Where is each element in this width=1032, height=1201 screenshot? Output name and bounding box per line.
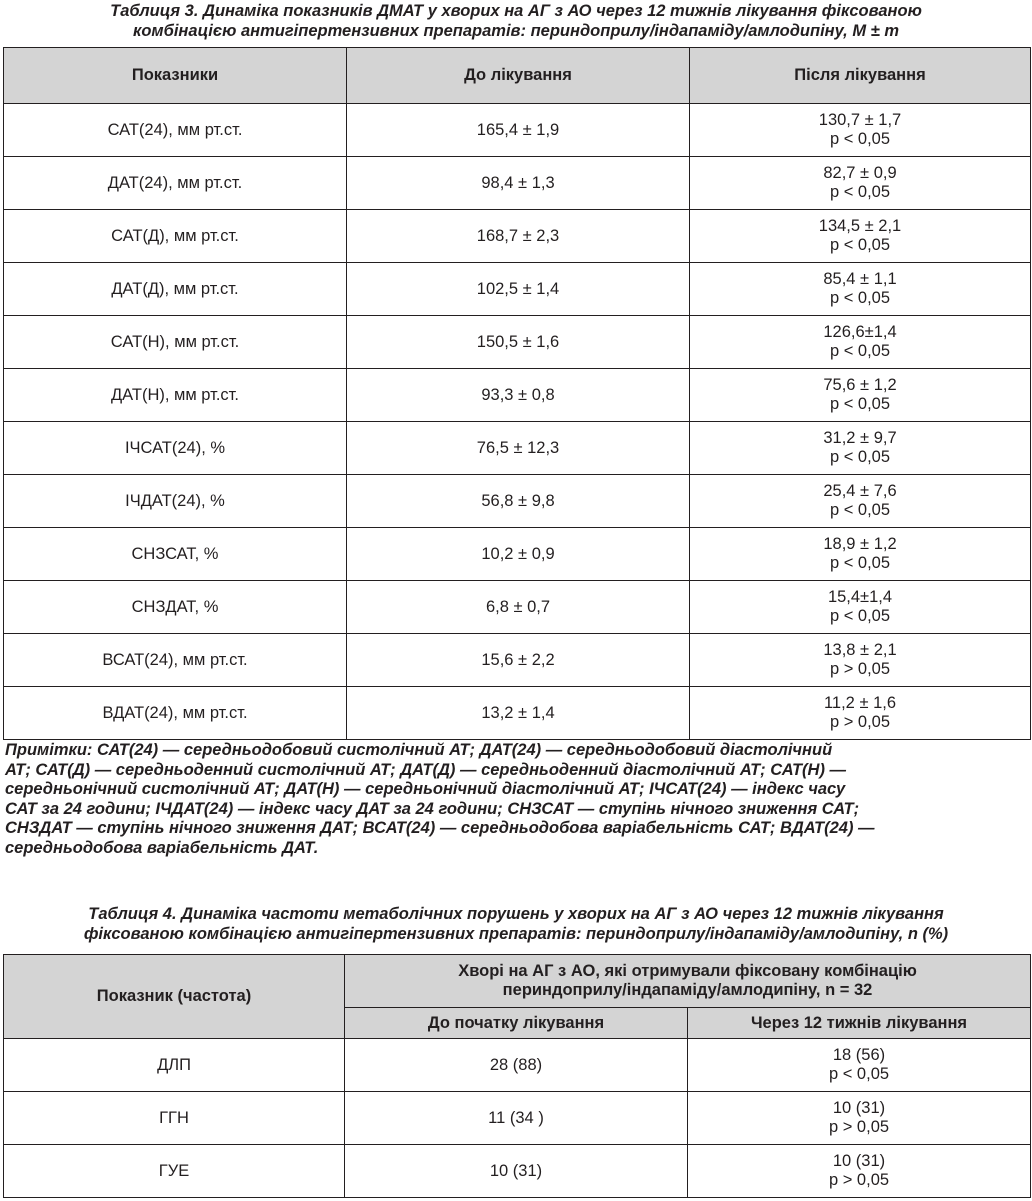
- table-row: [4, 634, 1031, 687]
- after-cell: [690, 687, 1031, 740]
- before-cell: 15,6 ± 2,2: [347, 634, 690, 687]
- after-value: 15,4±1,4: [827, 588, 893, 606]
- indicator-cell: ІЧДАТ(24), %: [4, 475, 347, 528]
- p-value: p > 0,05: [829, 660, 891, 678]
- table4-header-group-line: периндоприлу/індапаміду/амлодипіну, n = 32: [502, 981, 873, 999]
- table3-header-after: Після лікування: [690, 48, 1031, 104]
- p-value: p < 0,05: [829, 554, 891, 572]
- table3-header-row: [4, 48, 1031, 104]
- before-cell: 13,2 ± 1,4: [347, 687, 690, 740]
- after-value: 130,7 ± 1,7: [818, 111, 902, 129]
- after-cell: [690, 369, 1031, 422]
- p-value: p < 0,05: [829, 342, 891, 360]
- notes-line: СНЗДАТ — ступінь нічного зниження ДАТ; ВСАТ(24) — середньодобова варіабельність САТ; ВДАТ(24) —: [5, 819, 875, 837]
- after-cell: [688, 1039, 1031, 1092]
- table4-caption-line: фіксованою комбінацією антигіпертензивних препаратів: периндоприлу/індапаміду/амлодипіну, n (%): [83, 925, 949, 943]
- indicator-cell: ДАТ(Н), мм рт.ст.: [4, 369, 347, 422]
- before-cell: 76,5 ± 12,3: [347, 422, 690, 475]
- p-value: p < 0,05: [829, 607, 891, 625]
- table-row: [4, 687, 1031, 740]
- table-row: [4, 263, 1031, 316]
- table3-header-indicators: Показники: [4, 48, 347, 104]
- table3-caption: [0, 1, 1032, 41]
- p-value: p < 0,05: [829, 289, 891, 307]
- after-cell: [690, 316, 1031, 369]
- table3: [3, 47, 1031, 740]
- p-value: p < 0,05: [829, 236, 891, 254]
- p-value: p > 0,05: [828, 1171, 890, 1189]
- after-value: 10 (31): [832, 1152, 886, 1170]
- indicator-cell: САТ(24), мм рт.ст.: [4, 104, 347, 157]
- after-cell: [690, 581, 1031, 634]
- table4-header-indicator: Показник (частота): [4, 955, 345, 1039]
- table4-header-group: [345, 955, 1031, 1008]
- table3-caption-line: комбінацією антигіпертензивних препаратів: периндоприлу/індапаміду/амлодипіну, M ± m: [132, 22, 899, 40]
- table4-header-before: До початку лікування: [345, 1008, 688, 1039]
- table-row: [4, 1039, 1031, 1092]
- after-value: 126,6±1,4: [823, 323, 897, 341]
- p-value: p < 0,05: [829, 501, 891, 519]
- after-cell: [690, 157, 1031, 210]
- notes-line: середньонічний систолічний АТ; ДАТ(Н) — середньонічний діастолічний АТ; ІЧСАТ(24) — індекс часу: [5, 780, 846, 798]
- before-cell: 10 (31): [345, 1145, 688, 1198]
- after-value: 18,9 ± 1,2: [823, 535, 897, 553]
- indicator-cell: СНЗДАТ, %: [4, 581, 347, 634]
- after-cell: [690, 210, 1031, 263]
- before-cell: 28 (88): [345, 1039, 688, 1092]
- indicator-cell: СНЗСАТ, %: [4, 528, 347, 581]
- notes-line: САТ за 24 години; ІЧДАТ(24) — індекс часу ДАТ за 24 години; СНЗСАТ — ступінь нічного зниження САТ;: [5, 799, 860, 818]
- before-cell: 93,3 ± 0,8: [347, 369, 690, 422]
- after-cell: [690, 422, 1031, 475]
- before-cell: 6,8 ± 0,7: [347, 581, 690, 634]
- after-value: 18 (56): [832, 1046, 886, 1064]
- table4-caption-line: Таблиця 4. Динаміка частоти метаболічних порушень у хворих на АГ з АО через 12 тижнів лікування: [88, 905, 944, 923]
- indicator-cell: САТ(Д), мм рт.ст.: [4, 210, 347, 263]
- after-value: 85,4 ± 1,1: [823, 270, 897, 288]
- after-value: 134,5 ± 2,1: [818, 217, 902, 235]
- table-row: [4, 1092, 1031, 1145]
- indicator-cell: ГУЕ: [4, 1145, 345, 1198]
- p-value: p < 0,05: [828, 1065, 890, 1083]
- table3-caption-line: Таблиця 3. Динаміка показників ДМАТ у хворих на АГ з АО через 12 тижнів лікування фіксованою: [110, 2, 922, 20]
- table-row: [4, 104, 1031, 157]
- table-row: [4, 157, 1031, 210]
- after-cell: [690, 475, 1031, 528]
- table4-header-group-line: Хворі на АГ з АО, які отримували фіксовану комбінацію: [458, 962, 917, 980]
- after-value: 10 (31): [832, 1099, 886, 1117]
- after-cell: [690, 263, 1031, 316]
- table-row: [4, 316, 1031, 369]
- p-value: p < 0,05: [829, 448, 891, 466]
- table3-body: [4, 104, 1031, 740]
- before-cell: 11 (34 ): [345, 1092, 688, 1145]
- after-value: 75,6 ± 1,2: [823, 376, 897, 394]
- table-row: [4, 475, 1031, 528]
- indicator-cell: ДАТ(24), мм рт.ст.: [4, 157, 347, 210]
- before-cell: 102,5 ± 1,4: [347, 263, 690, 316]
- after-value: 82,7 ± 0,9: [823, 164, 897, 182]
- before-cell: 98,4 ± 1,3: [347, 157, 690, 210]
- after-cell: [690, 528, 1031, 581]
- notes-line: АТ; САТ(Д) — середньоденний систолічний АТ; ДАТ(Д) — середньоденний діастолічний АТ; САТ(Н) —: [5, 760, 847, 779]
- notes-line: Примітки: САТ(24) — середньодобовий систолічний АТ; ДАТ(24) — середньодобовий діастолічний: [5, 741, 833, 759]
- table-row: [4, 1145, 1031, 1198]
- table4-header-after: Через 12 тижнів лікування: [688, 1008, 1031, 1039]
- after-value: 13,8 ± 2,1: [823, 641, 897, 659]
- indicator-cell: ГГН: [4, 1092, 345, 1145]
- table4-body: [4, 1039, 1031, 1198]
- table3-notes: [5, 741, 1025, 858]
- table-row: [4, 581, 1031, 634]
- indicator-cell: ДЛП: [4, 1039, 345, 1092]
- after-value: 25,4 ± 7,6: [823, 482, 897, 500]
- indicator-cell: ВДАТ(24), мм рт.ст.: [4, 687, 347, 740]
- indicator-cell: САТ(Н), мм рт.ст.: [4, 316, 347, 369]
- after-cell: [688, 1145, 1031, 1198]
- table4-caption: [0, 904, 1032, 944]
- after-value: 31,2 ± 9,7: [823, 429, 897, 447]
- indicator-cell: ДАТ(Д), мм рт.ст.: [4, 263, 347, 316]
- p-value: p < 0,05: [829, 183, 891, 201]
- p-value: p < 0,05: [829, 395, 891, 413]
- indicator-cell: ВСАТ(24), мм рт.ст.: [4, 634, 347, 687]
- after-cell: [690, 104, 1031, 157]
- after-cell: [688, 1092, 1031, 1145]
- table-row: [4, 422, 1031, 475]
- table4-header-row: [4, 955, 1031, 1008]
- after-value: 11,2 ± 1,6: [823, 694, 897, 712]
- before-cell: 56,8 ± 9,8: [347, 475, 690, 528]
- before-cell: 150,5 ± 1,6: [347, 316, 690, 369]
- before-cell: 10,2 ± 0,9: [347, 528, 690, 581]
- table3-header-before: До лікування: [347, 48, 690, 104]
- before-cell: 165,4 ± 1,9: [347, 104, 690, 157]
- table-row: [4, 369, 1031, 422]
- after-cell: [690, 634, 1031, 687]
- p-value: p < 0,05: [829, 130, 891, 148]
- table4: [3, 954, 1031, 1198]
- p-value: p > 0,05: [829, 713, 891, 731]
- table-row: [4, 210, 1031, 263]
- notes-line: середньодобова варіабельність ДАТ.: [5, 838, 319, 857]
- indicator-cell: ІЧСАТ(24), %: [4, 422, 347, 475]
- table-row: [4, 528, 1031, 581]
- p-value: p > 0,05: [828, 1118, 890, 1136]
- before-cell: 168,7 ± 2,3: [347, 210, 690, 263]
